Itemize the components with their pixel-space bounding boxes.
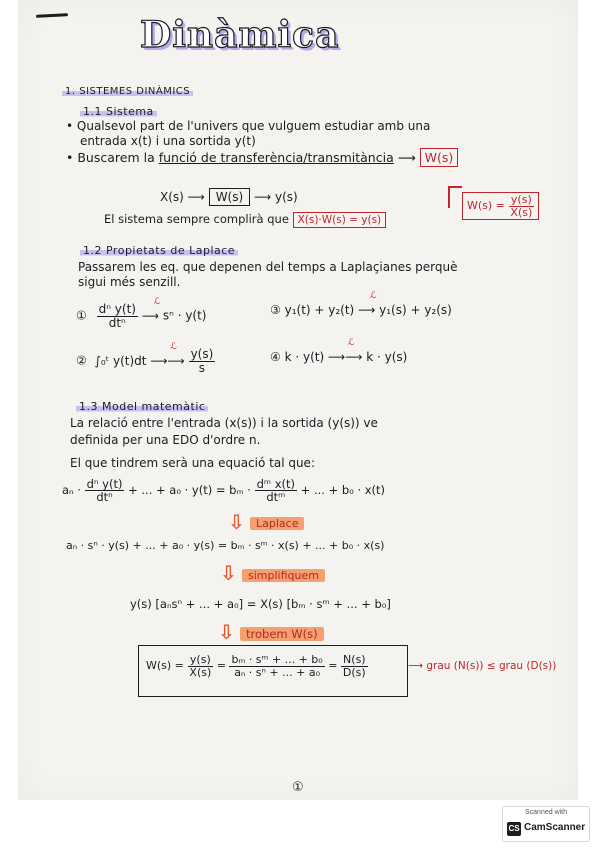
page-number: ① [292,780,304,795]
camscanner-brand: CamScanner [524,822,586,833]
subsection-heading-1-3: 1.3 Model matemàtic [76,400,208,413]
section-heading-1: 1. SISTEMES DINÀMICS [62,86,193,97]
subsection-heading-1-2: 1.2 Propietats de Laplace [80,244,238,257]
s13-line3: El que tindrem serà una equació tal que: [70,456,315,470]
property-2: ② ∫₀ᵗ y(t)dt ⟶⟶ ℒ $\frac{y(s)}{s}$ [76,341,214,375]
property-3: ③ y₁(t) + y₂(t) ⟶ ℒ y₁(s) + y₂(s) [270,291,452,317]
camscanner-logo-icon: CS [507,822,521,836]
s13-line1: La relació entre l'entrada (x(s)) i la sortida (y(s)) ve [70,416,378,430]
down-arrow-icon: ⇩ [218,620,235,644]
w-definition-box: W(s) = $\frac{y(s)}{X(s)}$ [462,192,539,220]
camscanner-caption: Scanned with [524,809,568,816]
s11-bullet1-line1: • Qualsevol part de l'univers que vulguem estudiar amb una [66,119,431,133]
wfunc-box: W(s) [420,148,459,167]
block-box: W(s) [209,188,250,206]
subsection-heading-1-1: 1.1 Sistema [80,105,157,118]
bracket-top [448,186,450,208]
block-diagram: X(s) ⟶ W(s) ⟶ y(s) [160,190,298,204]
camscanner-watermark [502,806,590,842]
s11-bullet1-line2: entrada x(t) i una sortida y(t) [80,134,256,148]
down-arrow-icon: ⇩ [220,561,237,585]
step-find-w-label: trobem W(s) [240,627,324,641]
equation-simplified: y(s) [aₙsⁿ + ... + a₀] = X(s) [bₘ · sᵐ + ... + b₀] [130,597,391,611]
final-equation: W(s) = $\frac{y(s)}{X(s)}$ = $\frac{\text{bₘ · sᵐ + ... + b₀}}{\text{aₙ · sⁿ + ... + a₀}}$ = $\frac{N(s)}{D(s)}$ [146,653,366,679]
down-arrow-icon: ⇩ [228,510,245,534]
s13-line2: definida per una EDO d'ordre n. [70,433,261,447]
property-1: ① $\frac{\text{dⁿ y(t)}}{\text{dtⁿ}}$ ⟶ ℒ sⁿ · y(t) [76,296,207,330]
s12-intro-line1: Passarem les eq. que depenen del temps a Laplaçianes perquè [78,260,458,274]
page-title: Dinàmica [140,14,340,56]
s12-intro-line2: sigui més senzill. [78,275,181,289]
compliance-eq-box: X(s)·W(s) = y(s) [293,212,387,228]
step-laplace-label: Laplace [250,517,304,530]
property-4: ④ k · y(t) ⟶⟶ ℒ k · y(s) [270,338,408,364]
step-simplify-label: simplifiquem [242,569,325,582]
equation-laplace: aₙ · sⁿ · y(s) + ... + a₀ · y(s) = bₘ · sᵐ · x(s) + ... + b₀ · x(s) [66,539,385,552]
compliance-line: El sistema sempre complirà que X(s)·W(s) = y(s) [104,212,386,226]
degree-condition: ⟶ grau (N(s)) ≤ grau (D(s)) [408,660,557,672]
bracket-top-arm [448,186,462,188]
equation-edo: aₙ · $\frac{\text{dⁿ y(t)}}{\text{dtⁿ}}$ + ... + a₀ · y(t) = bₘ · $\frac{\text{dᵐ x(t)}}{\text{dtᵐ}}$ + ... + b₀ · x(t) [62,477,386,505]
s11-bullet2: • Buscarem la funció de transferència/transmitància ⟶ W(s) [66,150,458,165]
